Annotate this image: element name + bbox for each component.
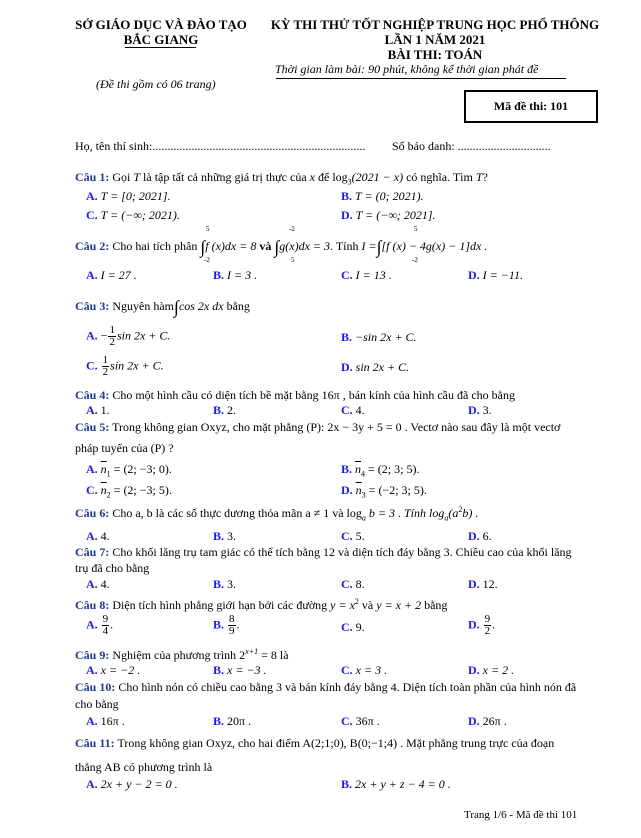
- question-7: [75, 545, 572, 560]
- option-1d[interactable]: [341, 208, 436, 223]
- q-math: (a: [448, 506, 459, 520]
- option-text: 3.: [482, 403, 492, 417]
- option-4b[interactable]: [213, 403, 236, 418]
- option-label: D.: [468, 577, 480, 591]
- option-label: D.: [341, 483, 353, 497]
- page-footer: Trang 1/6 - Mã đề thi 101: [464, 809, 578, 821]
- option-5c[interactable]: [86, 483, 172, 499]
- denominator: 4: [102, 625, 109, 637]
- option-2d[interactable]: [468, 268, 523, 283]
- integral-icon: ∫: [174, 297, 179, 317]
- option-text: 9.: [355, 620, 365, 634]
- q-math: b = 3 . Tính log: [368, 506, 445, 520]
- question-11-line2: thẳng AB có phương trình là: [75, 760, 213, 774]
- option-9d[interactable]: [468, 663, 514, 678]
- question-label: Câu 9:: [75, 648, 110, 662]
- exam-duration: Thời gian làm bài: 90 phút, không kể thời gian phát đề: [275, 62, 539, 76]
- option-text: 20π .: [227, 714, 252, 728]
- q-sup: 2: [354, 597, 359, 606]
- question-1: [75, 170, 488, 186]
- option-label: C.: [341, 620, 353, 634]
- option-text: I = −11.: [482, 268, 523, 282]
- option-5a[interactable]: [86, 462, 172, 478]
- option-text: 5.: [355, 529, 365, 543]
- option-text: I = 27 .: [100, 268, 137, 282]
- q-math: T: [475, 170, 483, 184]
- option-label: B.: [341, 462, 353, 476]
- option-1a[interactable]: [86, 189, 171, 204]
- option-label: D.: [468, 529, 480, 543]
- option-text: = (−2; 3; 5).: [368, 483, 427, 497]
- q-math: = 8: [261, 648, 277, 662]
- q-text: Gọi: [112, 170, 131, 184]
- int1-lower: -2: [204, 256, 210, 264]
- question-4: [75, 388, 515, 403]
- option-label: B.: [213, 529, 225, 543]
- option-label: A.: [86, 328, 98, 343]
- question-5-line2: pháp tuyến của (P) ?: [75, 441, 174, 455]
- option-text: 4.: [100, 577, 110, 591]
- option-3a[interactable]: [86, 325, 170, 348]
- option-label: A.: [86, 777, 98, 791]
- option-label: A.: [86, 577, 98, 591]
- province-name: BẮC GIANG: [123, 32, 199, 47]
- exam-round: LẦN 1 NĂM 2021: [384, 32, 486, 47]
- denominator: 2: [109, 336, 115, 348]
- option-8a[interactable]: A. $\frac{9}{4}$ .: [86, 613, 114, 637]
- option-1c[interactable]: [86, 208, 180, 223]
- vector-index: 1: [106, 469, 111, 479]
- option-label: C.: [86, 483, 98, 497]
- option-6b[interactable]: [213, 529, 236, 544]
- province-underline: [125, 47, 196, 48]
- q-math: log: [332, 170, 348, 184]
- question-2: [75, 237, 487, 258]
- option-sign: −: [100, 328, 108, 343]
- option-2b[interactable]: [213, 268, 257, 283]
- option-text: x = −3 .: [227, 663, 267, 677]
- question-6: [75, 505, 478, 522]
- option-text: I = 3 .: [227, 268, 258, 282]
- option-text: 4.: [100, 529, 110, 543]
- option-label: A.: [86, 268, 98, 282]
- option-label: C.: [341, 403, 353, 417]
- vector-name: $\overline{n}$: [355, 483, 362, 497]
- q-math: [f (x) − 4g(x) − 1]dx .: [381, 239, 488, 253]
- q-text: . Tính: [330, 239, 359, 253]
- option-text: = (2; −3; 5).: [113, 483, 172, 497]
- fraction: [228, 614, 236, 637]
- option-label: C.: [341, 529, 353, 543]
- option-label: A.: [86, 617, 98, 632]
- option-8b[interactable]: B. $\frac{8}{9}$ .: [213, 613, 240, 637]
- option-label: B.: [213, 663, 225, 677]
- vector-index: 3: [361, 490, 366, 500]
- denominator: 2: [102, 366, 109, 378]
- q-text: Nghiệm của phương trình: [112, 648, 237, 662]
- question-label: Câu 3:: [75, 299, 110, 313]
- q-sub: 3: [347, 177, 352, 187]
- option-text: −sin 2x + C.: [355, 330, 417, 344]
- option-7a[interactable]: [86, 577, 110, 592]
- int2-upper: -2: [289, 225, 295, 233]
- student-name-field[interactable]: Họ, tên thí sinh:.......................................................................: [75, 139, 366, 153]
- q-sup: 2: [458, 505, 463, 514]
- q-text: và: [361, 598, 374, 612]
- q-math: (2021 − x): [351, 170, 404, 184]
- numerator: 9: [484, 613, 491, 625]
- option-label: A.: [86, 714, 98, 728]
- q-text: có nghĩa. Tìm: [406, 170, 473, 184]
- q-math: g(x)dx = 3: [279, 239, 331, 253]
- option-6c[interactable]: [341, 529, 365, 544]
- question-10: [75, 680, 576, 695]
- option-label: B.: [341, 330, 353, 344]
- option-8c[interactable]: [341, 620, 365, 635]
- question-8: [75, 597, 447, 613]
- question-label: Câu 1:: [75, 170, 110, 184]
- option-label: B.: [213, 577, 225, 591]
- q-text: bằng: [226, 299, 250, 313]
- q-text: Cho hình nón có chiều cao bằng 3 và bán kính đáy bằng 4. Diện tích toàn phần của hình nón đã: [118, 680, 577, 694]
- numerator: 8: [229, 613, 235, 625]
- option-4d[interactable]: [468, 403, 492, 418]
- option-text: 4.: [355, 403, 365, 417]
- option-3d[interactable]: [341, 360, 409, 375]
- q-text: và: [259, 239, 272, 253]
- question-11: [75, 736, 554, 751]
- vector-name: $\overline{n}$: [100, 483, 107, 497]
- q-sub: a: [361, 513, 366, 523]
- option-text: 2.: [227, 403, 237, 417]
- q-text: Cho a, b là các số thực dương thỏa mãn a ≠ 1 và log: [112, 506, 362, 520]
- q-text: Cho khối lăng trụ tam giác có thể tích bằng 12 và diện tích đáy bằng 3. Chiều cao của khối lăng: [112, 545, 572, 559]
- option-label: C.: [341, 663, 353, 677]
- option-text: x = −2 .: [100, 663, 141, 677]
- option-text: 2x + y − 2 = 0 .: [100, 777, 178, 791]
- numerator: 9: [102, 613, 109, 625]
- question-label: Câu 5:: [75, 420, 110, 434]
- q-sup: x+1: [245, 647, 259, 656]
- q-text: để: [317, 170, 330, 184]
- q-text: bằng: [424, 598, 448, 612]
- option-label: D.: [468, 268, 480, 282]
- q-math: f (x)dx = 8: [205, 239, 257, 253]
- q-math: b) .: [462, 506, 479, 520]
- q-math: y = x: [330, 598, 355, 612]
- option-text: 3.: [227, 577, 237, 591]
- question-5: [75, 420, 560, 435]
- fraction: [108, 325, 116, 348]
- option-text: 6.: [482, 529, 492, 543]
- q-text: Cho hai tích phân: [112, 239, 198, 253]
- option-label: B.: [213, 268, 225, 282]
- q-text: Nguyên hàm: [112, 299, 174, 313]
- option-3b[interactable]: [341, 330, 417, 345]
- denominator: 9: [229, 625, 235, 637]
- option-5b[interactable]: [341, 462, 419, 478]
- option-label: B.: [213, 403, 225, 417]
- question-label: Câu 4:: [75, 388, 110, 402]
- option-label: A.: [86, 663, 98, 677]
- q-math: I =: [361, 239, 377, 253]
- exam-subject: BÀI THI: TOÁN: [387, 47, 483, 62]
- option-7b[interactable]: [213, 577, 236, 592]
- integral-icon: ∫: [274, 237, 280, 257]
- option-label: D.: [468, 714, 480, 728]
- option-5d[interactable]: [341, 483, 427, 499]
- option-11a[interactable]: [86, 777, 178, 792]
- department-name: SỞ GIÁO DỤC VÀ ĐÀO TẠO: [75, 17, 247, 32]
- pages-note: (Đề thi gồm có 06 trang): [96, 77, 216, 91]
- question-10-line2: cho bằng: [75, 697, 119, 711]
- option-text: T = (−∞; 2021].: [355, 208, 436, 222]
- option-label: A.: [86, 403, 98, 417]
- option-text: T = (0; 2021).: [355, 189, 424, 203]
- option-text: 1.: [100, 403, 110, 417]
- option-label: B.: [341, 189, 353, 203]
- fraction: [102, 614, 110, 637]
- integral-icon: ∫: [376, 237, 382, 257]
- int1-upper: 5: [206, 225, 210, 233]
- option-text: 26π .: [482, 714, 507, 728]
- option-label: A.: [86, 529, 98, 543]
- option-text: = (2; 3; 5).: [368, 462, 420, 476]
- option-label: C.: [341, 577, 353, 591]
- option-text: T = [0; 2021].: [100, 189, 171, 203]
- int2-lower: 5: [291, 256, 295, 264]
- option-6d[interactable]: [468, 529, 492, 544]
- option-text: 16π .: [100, 714, 125, 728]
- q-text: Trong không gian Oxyz, cho mặt phẳng (P): 2x − 3y + 5 = 0 . Vectơ nào sau đây là một vectơ: [112, 420, 561, 434]
- option-label: D.: [468, 617, 480, 632]
- denominator: 2: [484, 625, 491, 637]
- q-text: là: [279, 648, 289, 662]
- option-1b[interactable]: [341, 189, 424, 204]
- fraction: [102, 355, 110, 378]
- option-label: D.: [341, 360, 353, 374]
- option-text: sin 2x + C.: [355, 360, 410, 374]
- option-label: A.: [86, 462, 98, 476]
- question-label: Câu 7:: [75, 545, 110, 559]
- option-2c[interactable]: [341, 268, 392, 283]
- int3-upper: 5: [414, 225, 418, 233]
- question-label: Câu 11:: [75, 736, 115, 750]
- question-label: Câu 6:: [75, 506, 110, 520]
- option-4a[interactable]: [86, 403, 110, 418]
- vector-index: 2: [106, 490, 111, 500]
- question-9: [75, 647, 289, 663]
- option-label: B.: [213, 714, 225, 728]
- option-label: C.: [86, 208, 98, 222]
- option-4c[interactable]: [341, 403, 365, 418]
- option-9a[interactable]: [86, 663, 140, 678]
- fraction: [484, 614, 492, 637]
- student-id-field[interactable]: Số báo danh: ...............................: [392, 139, 551, 153]
- option-text: T = (−∞; 2021).: [100, 208, 180, 222]
- exam-code: Mã đề thi: 101: [493, 99, 569, 113]
- option-text: 2x + y + z − 4 = 0 .: [355, 777, 451, 791]
- option-10d[interactable]: [468, 714, 507, 729]
- q-text: ?: [482, 170, 488, 184]
- q-sub: a: [444, 513, 449, 523]
- q-math: y = x + 2: [376, 598, 422, 612]
- option-8d[interactable]: D. $\frac{9}{2}$ .: [468, 613, 496, 637]
- int3-lower: -2: [412, 256, 418, 264]
- option-10a[interactable]: [86, 714, 125, 729]
- option-label: D.: [341, 208, 353, 222]
- option-7c[interactable]: [341, 577, 365, 592]
- option-6a[interactable]: [86, 529, 110, 544]
- option-text: = (2; −3; 0).: [113, 462, 172, 476]
- q-math: cos 2x dx: [178, 299, 224, 313]
- option-text: sin 2x + C.: [116, 328, 171, 343]
- option-text: 36π .: [355, 714, 380, 728]
- option-label: C.: [341, 714, 353, 728]
- option-text: x = 2 .: [482, 663, 515, 677]
- option-label: B.: [341, 777, 353, 791]
- vector-name: $\overline{n}$: [100, 462, 107, 476]
- option-text: sin 2x + C.: [110, 358, 164, 373]
- integral-icon: ∫: [200, 237, 206, 257]
- option-label: C.: [86, 358, 98, 373]
- vector-index: 4: [361, 469, 366, 479]
- option-text: 8.: [355, 577, 365, 591]
- question-label: Câu 10:: [75, 680, 116, 694]
- option-7d[interactable]: [468, 577, 498, 592]
- question-7-line2: trụ đã cho bằng: [75, 561, 150, 575]
- option-label: B.: [213, 617, 225, 632]
- option-9c[interactable]: [341, 663, 387, 678]
- q-math: x: [309, 170, 315, 184]
- question-label: Câu 2:: [75, 239, 110, 253]
- option-text: I = 13 .: [355, 268, 392, 282]
- vector-name: $\overline{n}$: [355, 462, 362, 476]
- q-text: Trong không gian Oxyz, cho hai điểm A(2;1;0), B(0;−1;4) . Mặt phẳng trung trực của đoạn: [117, 736, 555, 750]
- question-3: [75, 297, 250, 318]
- option-10c[interactable]: [341, 714, 380, 729]
- option-label: D.: [468, 663, 480, 677]
- option-2a[interactable]: [86, 268, 137, 283]
- q-math: 2: [239, 648, 246, 662]
- q-text: Diện tích hình phẳng giới hạn bởi các đường: [112, 598, 328, 612]
- duration-underline: [276, 78, 566, 79]
- numerator: 1: [102, 354, 109, 366]
- option-text: 12.: [482, 577, 498, 591]
- option-3c[interactable]: [86, 355, 164, 378]
- option-10b[interactable]: [213, 714, 251, 729]
- numerator: 1: [109, 324, 115, 336]
- question-label: Câu 8:: [75, 598, 110, 612]
- option-9b[interactable]: [213, 663, 267, 678]
- option-label: C.: [341, 268, 353, 282]
- q-text: Cho một hình cầu có diện tích bề mặt bằng 16π , bán kính của hình cầu đã cho bằng: [112, 388, 515, 402]
- option-text: x = 3 .: [355, 663, 388, 677]
- option-11b[interactable]: [341, 777, 451, 792]
- q-math: T: [133, 170, 141, 184]
- exam-title: KỲ THI THỬ TỐT NGHIỆP TRUNG HỌC PHỔ THÔNG: [270, 17, 600, 32]
- option-label: A.: [86, 189, 98, 203]
- q-text: là tập tất cả những giá trị thực của: [143, 170, 307, 184]
- option-label: D.: [468, 403, 480, 417]
- option-text: 3.: [227, 529, 237, 543]
